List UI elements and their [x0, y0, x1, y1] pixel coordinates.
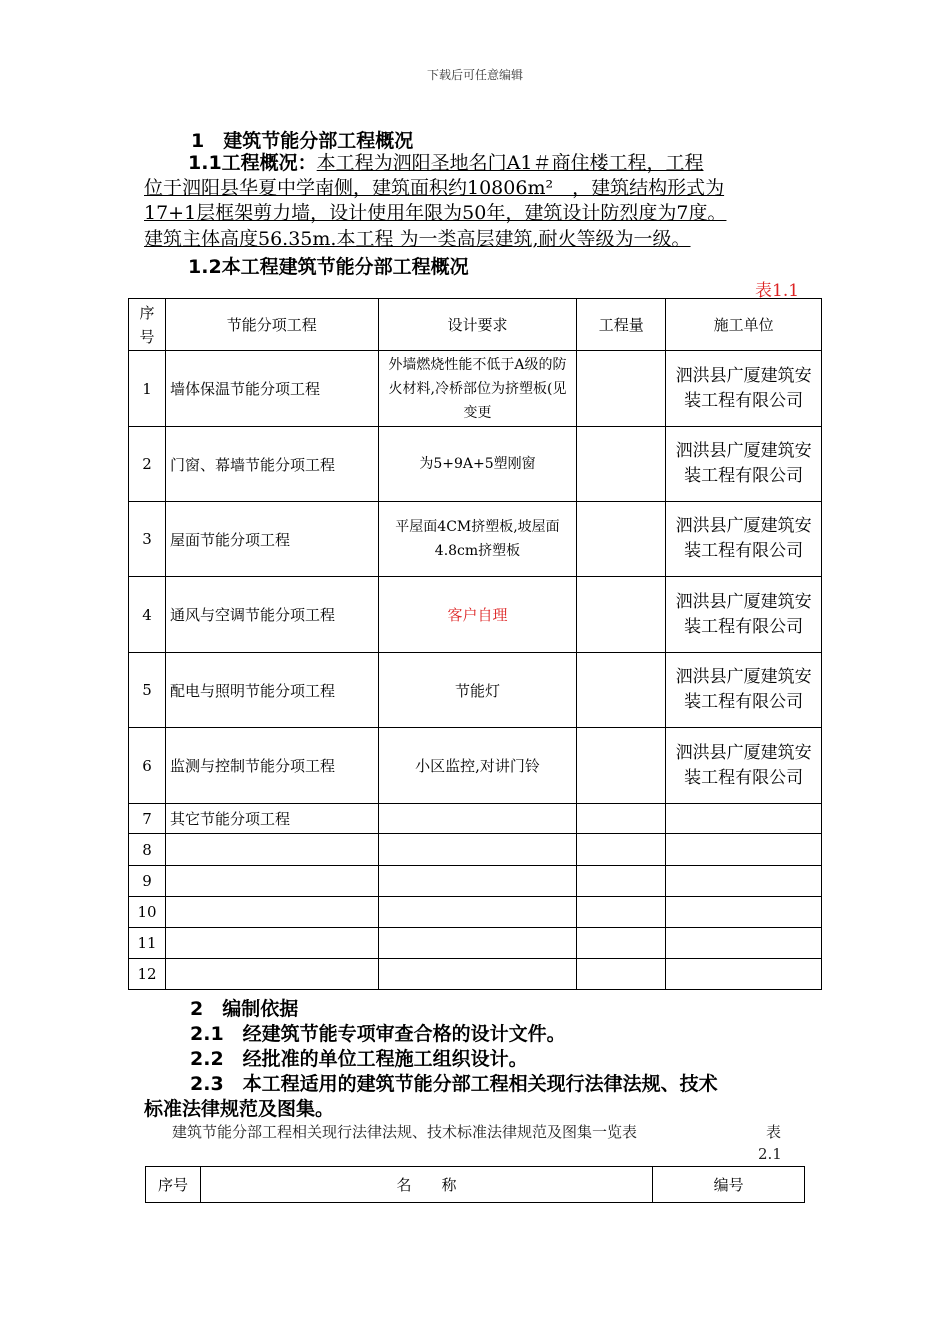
section1-2-heading: 1.2本工程建筑节能分部工程概况 — [188, 256, 469, 278]
overview-text-2: 位于泗阳县华夏中学南侧，建筑面积约10806m² ，建筑结构形式为 — [144, 177, 725, 199]
table2-header-code: 编号 — [653, 1167, 805, 1203]
header-qty: 工程量 — [577, 299, 666, 351]
table2-header-seq: 序号 — [146, 1167, 201, 1203]
table-row: 7 其它节能分项工程 — [129, 804, 822, 834]
table-row: 6 监测与控制节能分项工程 小区监控,对讲门铃 泗洪县广厦建筑安装工程有限公司 — [129, 728, 822, 804]
table-row: 10 — [129, 897, 822, 928]
overview-line4 — [144, 226, 691, 252]
table2-label-number: 2.1 — [758, 1145, 782, 1163]
table2-header-row — [146, 1167, 805, 1203]
basis-item-3: 2.3 本工程适用的建筑节能分部工程相关现行法律法规、技术 — [190, 1073, 718, 1095]
header-unit: 施工单位 — [666, 299, 822, 351]
energy-saving-table — [128, 298, 822, 990]
overview-line2 — [144, 175, 724, 201]
basis-item-3-cont: 标准法律规范及图集。 — [144, 1098, 335, 1120]
table-row: 4 通风与空调节能分项工程 客户自理 泗洪县广厦建筑安装工程有限公司 — [129, 577, 822, 653]
table2-label: 表 — [766, 1123, 782, 1141]
table-row: 5 配电与照明节能分项工程 节能灯 泗洪县广厦建筑安装工程有限公司 — [129, 653, 822, 728]
header-seq: 序号 — [129, 299, 166, 351]
section1-heading: 1 建筑节能分部工程概况 — [191, 130, 414, 152]
basis-item-1: 2.1 经建筑节能专项审查合格的设计文件。 — [190, 1023, 566, 1045]
overview-label: 1.1工程概况： — [188, 152, 317, 174]
section2-heading: 2 编制依据 — [190, 998, 299, 1020]
header-note: 下载后可任意编辑 — [426, 68, 523, 82]
table-row: 8 — [129, 834, 822, 866]
table-row: 1 墙体保温节能分项工程 外墙燃烧性能不低于A级的防火材料,冷桥部位为挤塑板(见变更 泗洪县广厦建筑安装工程有限公司 — [129, 351, 822, 427]
overview-line3 — [144, 200, 726, 226]
regulations-table — [145, 1166, 805, 1203]
header-req: 设计要求 — [378, 299, 577, 351]
table-row: 9 — [129, 866, 822, 897]
table-row: 12 — [129, 959, 822, 990]
table-row: 2 门窗、幕墙节能分项工程 为5+9A+5塑刚窗 泗洪县广厦建筑安装工程有限公司 — [129, 427, 822, 502]
table2-header-name: 名 称 — [200, 1167, 652, 1203]
overview-text-4: 建筑主体高度56.35m.本工程 为一类高层建筑,耐火等级为一级。 — [144, 228, 691, 250]
header-item: 节能分项工程 — [165, 299, 378, 351]
table-row: 3 屋面节能分项工程 平屋面4CM挤塑板,坡屋面4.8cm挤塑板 泗洪县广厦建筑安装工程有限公司 — [129, 502, 822, 577]
table-row: 11 — [129, 928, 822, 959]
overview-text-3: 17+1层框架剪力墙，设计使用年限为50年，建筑设计防烈度为7度。 — [144, 202, 727, 224]
table2-caption: 建筑节能分部工程相关现行法律法规、技术标准法律规范及图集一览表 — [172, 1123, 638, 1141]
basis-item-2: 2.2 经批准的单位工程施工组织设计。 — [190, 1048, 528, 1070]
table1-label: 表1.1 — [755, 281, 800, 301]
overview-line1 — [188, 150, 703, 176]
overview-text-1: 本工程为泗阳圣地名门A1＃商住楼工程，工程 — [316, 152, 704, 174]
table-header-row — [129, 299, 822, 351]
